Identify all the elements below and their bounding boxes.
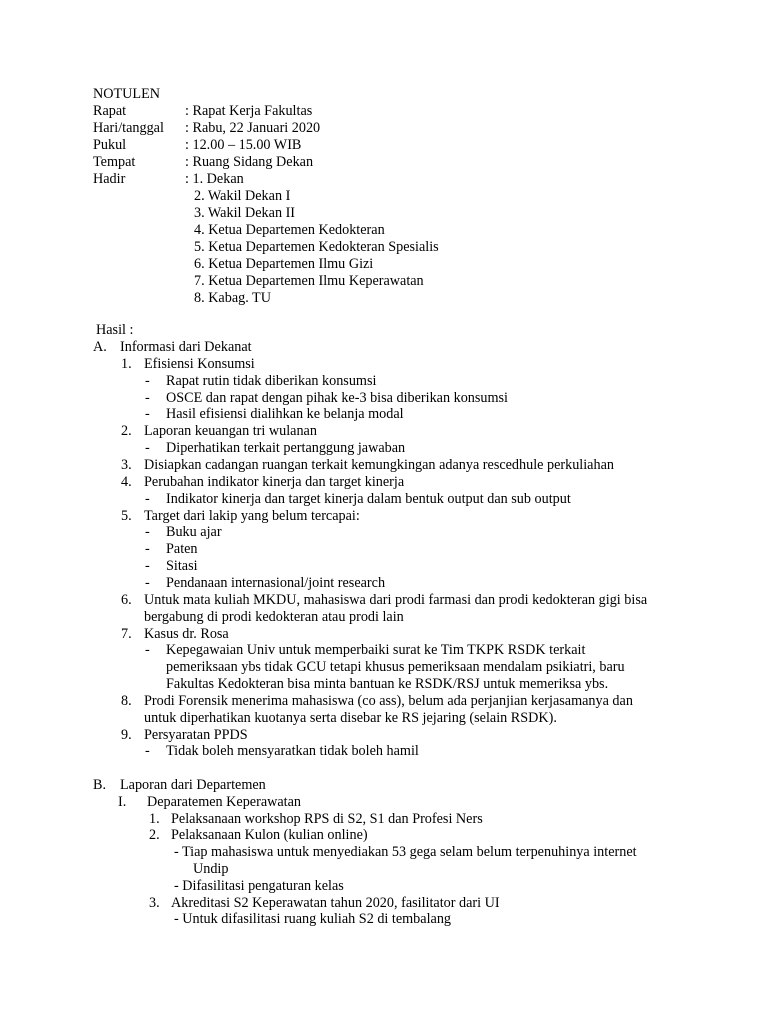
field-value: : 12.00 – 15.00 WIB	[185, 137, 302, 153]
bullet-dash: -	[145, 541, 150, 557]
field-label: Pukul	[93, 137, 127, 153]
bullet-text: Rapat rutin tidak diberikan konsumsi	[166, 373, 377, 389]
attendee-item: 6. Ketua Departemen Ilmu Gizi	[194, 256, 374, 272]
bullet-text: Buku ajar	[166, 524, 222, 540]
field-label: Rapat	[93, 103, 127, 119]
item-text: Target dari lakip yang belum tercapai:	[144, 508, 360, 524]
item-number: 2.	[121, 423, 132, 439]
bullet-dash: -	[145, 491, 150, 507]
bullet-dash: -	[145, 524, 150, 540]
item-number: 2.	[149, 827, 160, 843]
document-title: NOTULEN	[93, 86, 160, 102]
item-text: untuk diperhatikan kuotanya serta disebar ke RS jejaring (selain RSDK).	[144, 710, 557, 726]
bullet-text: Tidak boleh mensyaratkan tidak boleh hamil	[166, 743, 419, 759]
item-text: Disiapkan cadangan ruangan terkait kemungkingan adanya rescedhule perkuliahan	[144, 457, 614, 473]
bullet-text: Paten	[166, 541, 198, 557]
dash-item: - Difasilitasi pengaturan kelas	[174, 878, 344, 894]
bullet-text: Sitasi	[166, 558, 198, 574]
bullet-dash: -	[145, 743, 150, 759]
item-number: 1.	[149, 811, 160, 827]
bullet-dash: -	[145, 390, 150, 406]
bullet-text: Kepegawaian Univ untuk memperbaiki surat ke Tim TKPK RSDK terkait	[166, 642, 586, 658]
bullet-dash: -	[145, 558, 150, 574]
item-text: Untuk mata kuliah MKDU, mahasiswa dari prodi farmasi dan prodi kedokteran gigi bisa	[144, 592, 648, 608]
item-number: 9.	[121, 727, 132, 743]
item-number: 3.	[121, 457, 132, 473]
section-marker: A.	[93, 339, 107, 355]
subsection-marker: I.	[118, 794, 127, 810]
bullet-text: Diperhatikan terkait pertanggung jawaban	[166, 440, 406, 456]
item-text: Laporan keuangan tri wulanan	[144, 423, 317, 439]
hasil-label: Hasil :	[96, 322, 134, 338]
section-title: Laporan dari Departemen	[120, 777, 266, 793]
bullet-text: pemeriksaan ybs tidak GCU tetapi khusus pemeriksaan mendalam psikiatri, baru	[166, 659, 625, 675]
bullet-dash: -	[145, 440, 150, 456]
field-value: : 1. Dekan	[185, 171, 244, 187]
dash-item-continuation: Undip	[193, 861, 229, 877]
item-text: Pelaksanaan Kulon (kulian online)	[171, 827, 368, 843]
item-text: Perubahan indikator kinerja dan target kinerja	[144, 474, 405, 490]
bullet-text: Fakultas Kedokteran bisa minta bantuan ke RSDK/RSJ untuk memeriksa ybs.	[166, 676, 609, 692]
field-value: : Rabu, 22 Januari 2020	[185, 120, 321, 136]
item-text: Akreditasi S2 Keperawatan tahun 2020, fasilitator dari UI	[171, 895, 500, 911]
bullet-text: Pendanaan internasional/joint research	[166, 575, 386, 591]
item-number: 7.	[121, 626, 132, 642]
attendee-item: 2. Wakil Dekan I	[194, 188, 291, 204]
item-number: 5.	[121, 508, 132, 524]
subsection-title: Deparatemen Keperawatan	[147, 794, 301, 810]
item-number: 8.	[121, 693, 132, 709]
bullet-dash: -	[145, 373, 150, 389]
bullet-dash: -	[145, 642, 150, 658]
item-text: bergabung di prodi kedokteran atau prodi lain	[144, 609, 404, 625]
item-number: 3.	[149, 895, 160, 911]
item-text: Pelaksanaan workshop RPS di S2, S1 dan Profesi Ners	[171, 811, 483, 827]
section-marker: B.	[93, 777, 107, 793]
dash-item: - Untuk difasilitasi ruang kuliah S2 di tembalang	[174, 911, 452, 927]
item-text: Kasus dr. Rosa	[144, 626, 229, 642]
dash-item: - Tiap mahasiswa untuk menyediakan 53 gega selam belum terpenuhinya internet	[174, 844, 637, 860]
attendee-item: 8. Kabag. TU	[194, 290, 271, 306]
attendee-item: 7. Ketua Departemen Ilmu Keperawatan	[194, 273, 424, 289]
section-title: Informasi dari Dekanat	[120, 339, 252, 355]
field-value: : Ruang Sidang Dekan	[185, 154, 314, 170]
field-label: Tempat	[93, 154, 136, 170]
field-label: Hari/tanggal	[93, 120, 164, 136]
item-text: Efisiensi Konsumsi	[144, 356, 255, 372]
item-text: Prodi Forensik menerima mahasiswa (co ass), belum ada perjanjian kerjasamanya dan	[144, 693, 633, 709]
item-text: Persyaratan PPDS	[144, 727, 248, 743]
bullet-dash: -	[145, 575, 150, 591]
attendee-item: 4. Ketua Departemen Kedokteran	[194, 222, 385, 238]
attendee-item: 5. Ketua Departemen Kedokteran Spesialis	[194, 239, 439, 255]
item-number: 6.	[121, 592, 132, 608]
bullet-dash: -	[145, 406, 150, 422]
bullet-text: Hasil efisiensi dialihkan ke belanja modal	[166, 406, 404, 422]
item-number: 4.	[121, 474, 132, 490]
bullet-text: OSCE dan rapat dengan pihak ke-3 bisa diberikan konsumsi	[166, 390, 509, 406]
item-number: 1.	[121, 356, 132, 372]
field-label: Hadir	[93, 171, 126, 187]
attendee-item: 3. Wakil Dekan II	[194, 205, 296, 221]
field-value: : Rapat Kerja Fakultas	[185, 103, 313, 119]
bullet-text: Indikator kinerja dan target kinerja dalam bentuk output dan sub output	[166, 491, 571, 507]
